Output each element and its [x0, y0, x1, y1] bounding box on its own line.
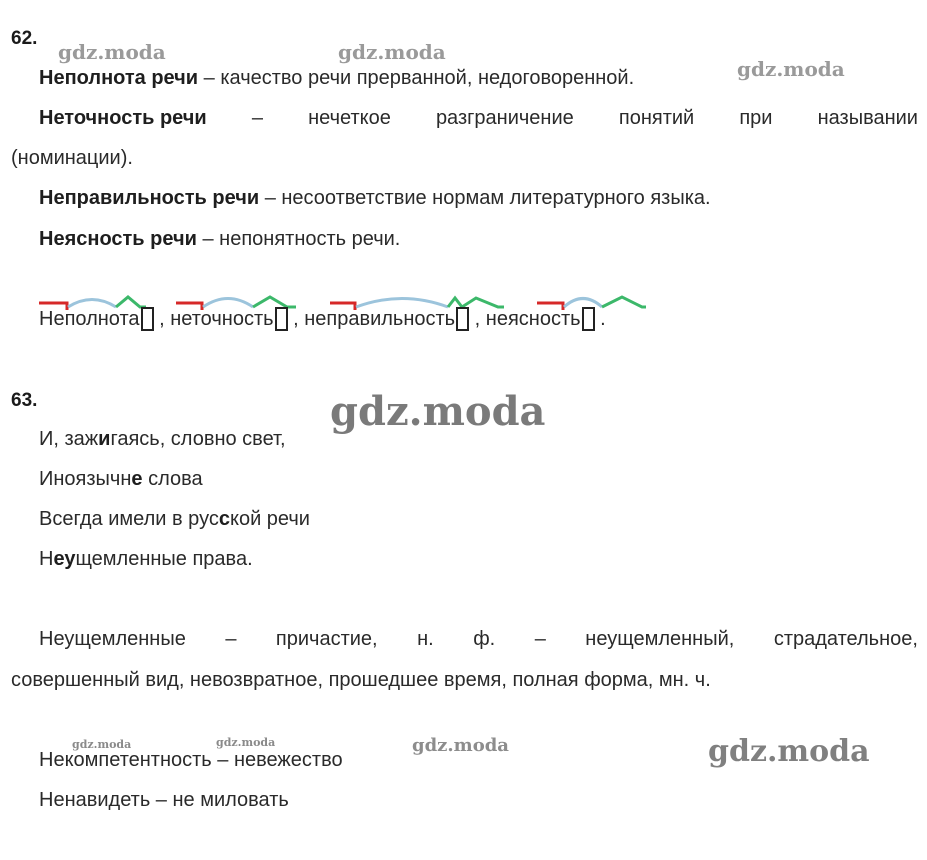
null-ending-box [582, 307, 595, 331]
watermark-logo: gdz.moda [737, 57, 845, 81]
bold-letter: и [98, 428, 111, 450]
dash: – [251, 107, 263, 129]
definition-text: – непонятность речи. [196, 228, 401, 250]
term: Неясность речи [39, 228, 197, 250]
comma: , [159, 308, 165, 330]
bold-letter: еу [53, 548, 76, 570]
text: И, заж [39, 428, 99, 450]
dash: – [225, 628, 237, 650]
definition-4 [39, 227, 400, 251]
dash: – [534, 628, 546, 650]
definition-2-continuation: (номинации). [11, 147, 133, 169]
word: назывании [817, 107, 918, 129]
watermark-logo: gdz.moda [338, 40, 446, 64]
period: . [600, 308, 606, 330]
poem-line-3 [39, 507, 310, 531]
word: Неущемленные [39, 628, 186, 650]
word: причастие, [275, 628, 378, 650]
suffix-mark [116, 297, 146, 307]
suffix-mark [602, 297, 646, 307]
parsed-word: неправильность [304, 308, 456, 330]
word-pair-2: Ненавидеть – не миловать [39, 789, 289, 811]
term: Неточность речи [39, 107, 207, 129]
text: кой речи [229, 508, 310, 530]
word: ф. [473, 628, 496, 650]
parsed-word: неточность [170, 308, 274, 330]
word-pair-1: Некомпетентность – невежество [39, 749, 343, 771]
analysis-line-2: совершенный вид, невозвратное, прошедшее время, полная форма, мн. ч. [11, 669, 711, 691]
comma: , [293, 308, 299, 330]
parsed-word: неясность [485, 308, 581, 330]
term: Неправильность речи [39, 187, 260, 209]
bold-letter: е [131, 468, 143, 490]
suffix-mark [448, 298, 504, 307]
word: понятий [618, 107, 695, 129]
task-63-number: 63. [11, 390, 38, 411]
definition-1 [39, 66, 634, 90]
word: разграничение [435, 107, 574, 129]
text: Н [39, 548, 54, 570]
definition-text: – качество речи прерванной, недоговоренной. [198, 67, 635, 89]
bold-letter: с [218, 508, 230, 530]
poem-line-2 [39, 467, 203, 491]
definition-text: – несоответствие нормам литературного языка. [259, 187, 711, 209]
word: н. [417, 628, 434, 650]
poem-line-4 [39, 547, 253, 571]
root-mark [356, 299, 448, 308]
word: нечеткое [308, 107, 391, 129]
word: при [739, 107, 773, 129]
word: неущемленный, [585, 628, 735, 650]
poem-line-1 [39, 427, 286, 451]
term: Неполнота речи [39, 67, 199, 89]
comma: , [474, 308, 481, 330]
suffix-mark [253, 297, 296, 307]
definition-3 [39, 186, 711, 210]
text: слова [142, 468, 203, 490]
text: Иноязычн [39, 468, 132, 490]
watermark-logo: gdz.moda [72, 738, 132, 751]
null-ending-box [275, 307, 288, 331]
root-mark [203, 299, 253, 308]
root-mark [564, 299, 602, 308]
morpheme-parse-line [39, 307, 606, 331]
watermark-logo: gdz.moda [330, 388, 546, 435]
null-ending-box [456, 307, 469, 331]
watermark-logo: gdz.moda [216, 736, 276, 749]
analysis-line-1 [39, 627, 918, 651]
watermark-logo: gdz.moda [708, 734, 870, 769]
null-ending-box [141, 307, 154, 331]
text: Всегда имели в рус [39, 508, 219, 530]
watermark-logo: gdz.moda [58, 40, 166, 64]
text: щемленные права. [75, 548, 253, 570]
task-62-number: 62. [11, 28, 38, 49]
word: страдательное, [773, 628, 918, 650]
text: гаясь, словно свет, [110, 428, 286, 450]
parsed-word: Неполнота [39, 308, 140, 330]
definition-2 [39, 106, 918, 130]
root-mark [68, 300, 116, 308]
watermark-logo: gdz.moda [412, 735, 509, 756]
